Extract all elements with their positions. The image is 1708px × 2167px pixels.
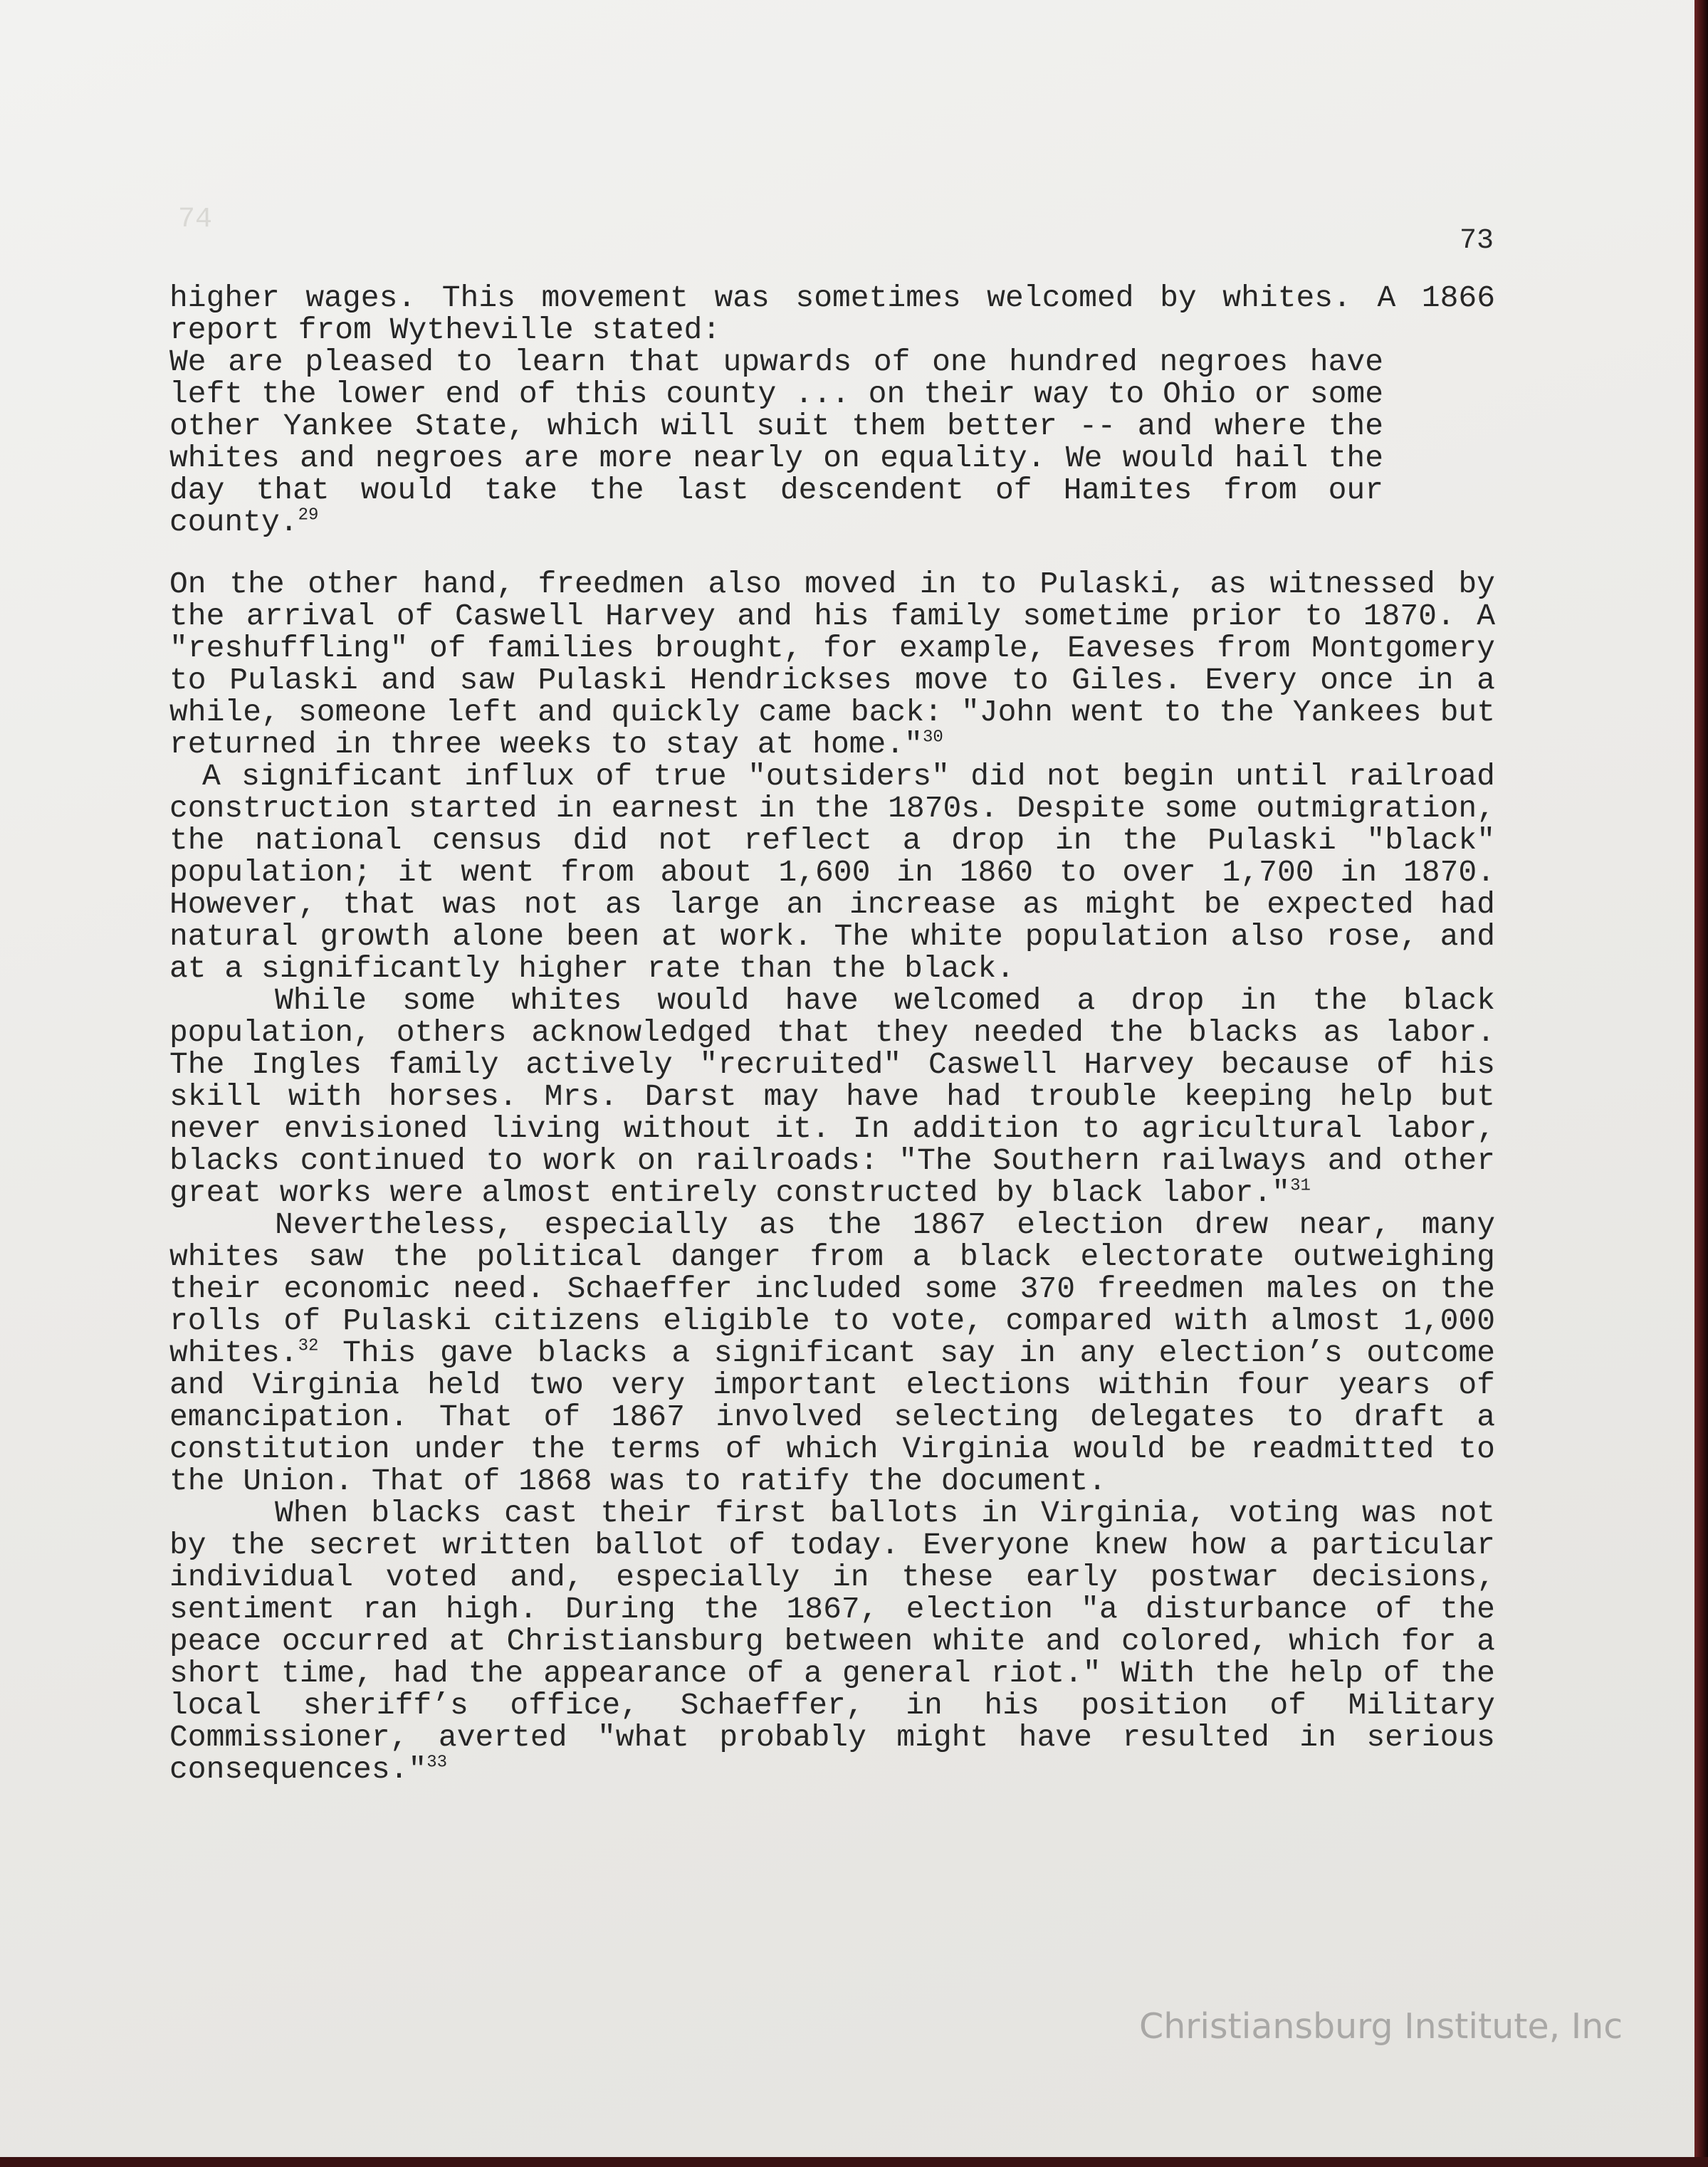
page-edge-right: [1694, 0, 1708, 2167]
paragraph-5-text-a: Nevertheless, especially as the 1867 election drew near, many whites saw the political danger from a black electorate outweighing their economic need. Schaeffer included some 370 freedmen males on the rolls of Pulaski citizens eligible to vote, compared with almost 1,000 whites.: [169, 1207, 1495, 1370]
block-quote: [169, 346, 1383, 538]
paragraph-6-text: When blacks cast their first ballots in Virginia, voting was not by the secret written ballot of today. Everyone knew how a particular individual voted and, especially in these early postwar decisions, sentiment ran high. During the 1867, election "a disturbance of the peace occurred at Christiansburg between white and colored, which for a short time, had the appearance of a general riot." With the help of the local sheriff’s office, Schaeffer, in his position of Military Commissioner, averted "what probably might have resulted in serious consequences.": [169, 1496, 1495, 1787]
paragraph-1: higher wages. This movement was sometimes welcomed by whites. A 1866 report from Wytheville stated:: [169, 280, 1495, 347]
paragraph-5-text-b: This gave blacks a significant say in any election’s outcome and Virginia held two very important elections within four years of emancipation. That of 1867 involved selecting delegates to draft a constitution under the terms of which Virginia would be readmitted to the Union. That of 1868 was to ratify the document.: [169, 1336, 1495, 1499]
paragraph-2-text: On the other hand, freedmen also moved in to Pulaski, as witnessed by the arrival of Caswell Harvey and his family sometime prior to 1870. A "reshuffling" of families brought, for example, Eaveses from Montgomery to Pulaski and saw Pulaski Hendrickses move to Giles. Every once in a while, someone left and quickly came back: "John went to the Yankees but returned in three weeks to stay at home.": [169, 567, 1495, 762]
body-text: [169, 282, 1495, 1785]
paragraph-5: [169, 1209, 1495, 1497]
paragraph-6: [169, 1497, 1495, 1785]
paragraph-4: [169, 985, 1495, 1209]
footnote-ref-32: 32: [298, 1336, 319, 1356]
footnote-ref-29: 29: [298, 505, 319, 525]
quote-text: We are pleased to learn that upwards of one hundred negroes have left the lower end of this county ... on their way to Ohio or some other Yankee State, which will suit them better -- and where the whites and negroes are more nearly on equality. We would hail the day that would take the last descendent of Hamites from our county.: [169, 345, 1383, 540]
watermark: Christiansburg Institute, Inc: [1139, 2006, 1623, 2047]
paragraph-2: [169, 568, 1495, 760]
bleed-through-page-number: 74: [178, 204, 213, 236]
page-edge-bottom: [0, 2157, 1708, 2167]
paragraph-3: A significant influx of true "outsiders" did not begin until railroad construction started in earnest in the 1870s. Despite some outmigration, the national census did not reflect a drop in the Pulaski "black" population; it went from about 1,600 in 1860 to over 1,700 in 1870. However, that was not as large an increase as might be expected had natural growth alone been at work. The white population also rose, and at a significantly higher rate than the black.: [169, 759, 1495, 986]
footnote-ref-30: 30: [922, 728, 943, 747]
paragraph-4-text: While some whites would have welcomed a drop in the black population, others acknowledged that they needed the blacks as labor. The Ingles family actively "recruited" Caswell Harvey because of his skill with horses. Mrs. Darst may have had trouble keeping help but never envisioned living without it. In addition to agricultural labor, blacks continued to work on railroads: "The Southern railways and other great works were almost entirely constructed by black labor.": [169, 983, 1495, 1210]
footnote-ref-33: 33: [426, 1753, 448, 1773]
footnote-ref-31: 31: [1290, 1176, 1311, 1196]
page-number: 73: [1460, 225, 1494, 257]
